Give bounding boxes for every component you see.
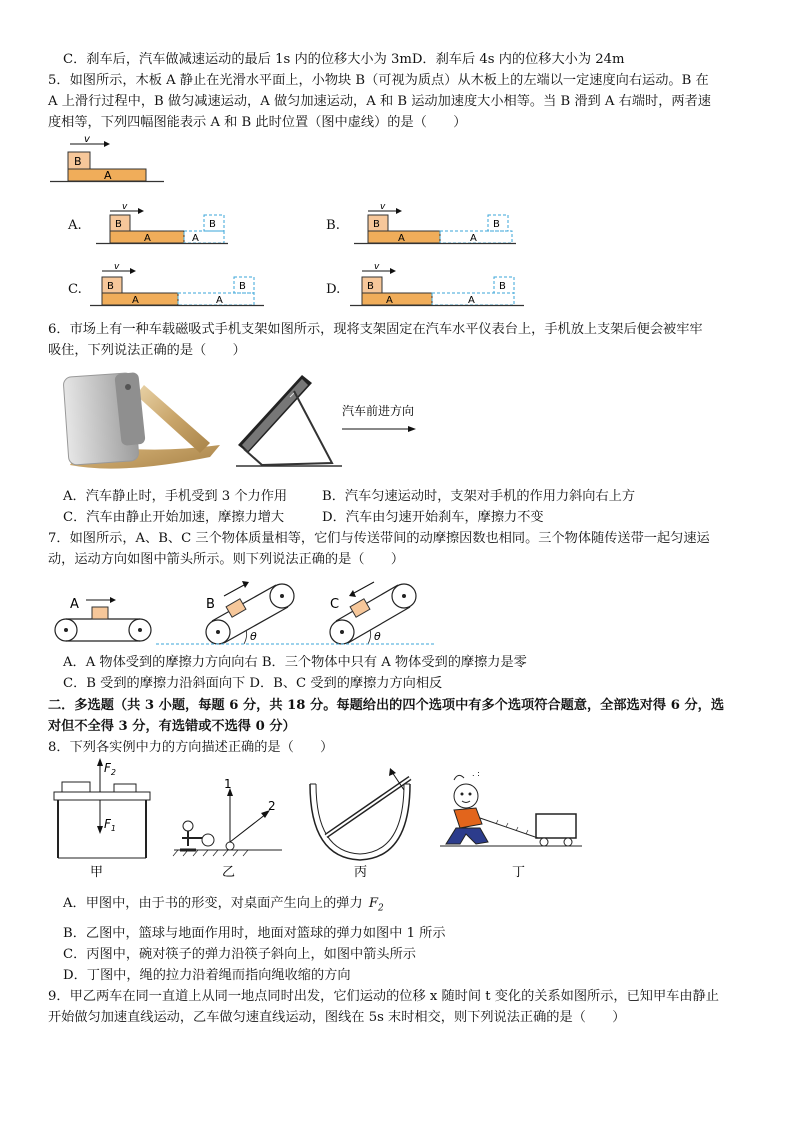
phone-body bbox=[238, 375, 312, 453]
label-c: C bbox=[330, 597, 340, 612]
q5-option-c-figure bbox=[88, 263, 268, 309]
a-dash-label: A bbox=[468, 295, 475, 306]
b-label: B bbox=[367, 281, 374, 292]
theta-c: θ bbox=[374, 630, 381, 643]
a-label: A bbox=[132, 295, 139, 306]
q8-figure-yi bbox=[168, 758, 288, 878]
q7-conveyor-figure bbox=[46, 578, 446, 658]
b-label: B bbox=[107, 281, 114, 292]
q6-stem-line1: 6．市场上有一种车载磁吸式手机支架如图所示，现将支架固定在汽车水平仪表台上，手机放上支架后便会被牢牢 bbox=[48, 322, 703, 337]
block-b-label: B bbox=[74, 155, 82, 168]
belt-a bbox=[55, 597, 151, 641]
q7-option-cd: C．B 受到的摩擦力沿斜面向下 D．B、C 受到的摩擦力方向相反 bbox=[63, 676, 443, 691]
belt-c bbox=[330, 582, 416, 644]
q9-stem-line1: 9．甲乙两车在同一直道上从同一地点同时出发，它们运动的位移 x 随时间 t 变化的关系如图所示，已知甲车由静止 bbox=[48, 989, 719, 1004]
q8-option-a-text: A．甲图中，由于书的形变，对桌面产生向上的弹力 bbox=[63, 896, 363, 911]
q6-stem-line2: 吸住，下列说法正确的是（ ） bbox=[48, 343, 246, 358]
q7-stem-line2: 动，运动方向如图中箭头所示。则下列说法正确的是（ ） bbox=[48, 552, 405, 567]
v-label: v bbox=[114, 263, 120, 272]
q8-option-d: D．丁图中，绳的拉力沿着绳而指向绳收缩的方向 bbox=[63, 968, 351, 983]
q5-stem-line2: A 上滑行过程中，B 做匀减速运动，A 做匀加速运动，A 和 B 运动加速度大小相等。当 B 滑到 A 右端时，两者速 bbox=[48, 94, 711, 109]
a-dash-label: A bbox=[470, 233, 477, 244]
a-label: A bbox=[144, 233, 151, 244]
b-dash-label: B bbox=[493, 219, 500, 230]
label-a: A bbox=[70, 597, 79, 612]
q8-figure-ding bbox=[436, 758, 586, 878]
q8-option-c: C．丙图中，碗对筷子的弹力沿筷子斜向上，如图中箭头所示 bbox=[63, 947, 416, 962]
q5-stem-line3: 度相等，下列四幅图能表示 A 和 B 此时位置（图中虚线）的是（ ） bbox=[48, 115, 467, 130]
velocity-label: v bbox=[84, 134, 90, 145]
q5-stem-line1: 5．如图所示，木板 A 静止在光滑水平面上，小物块 B（可视为质点）从木板上的左端以一定速度向右运动。B 在 bbox=[48, 73, 709, 88]
v-label: v bbox=[374, 263, 380, 272]
v-label: v bbox=[380, 203, 386, 212]
a-label: A bbox=[386, 295, 393, 306]
q5-option-a-figure bbox=[92, 203, 232, 249]
q8-option-a bbox=[63, 895, 384, 918]
q8-figure-bing bbox=[300, 758, 420, 878]
a-dash-label: A bbox=[216, 295, 223, 306]
q4-option-cd: C．刹车后，汽车做减速运动的最后 1s 内的位移大小为 3mD．刹车后 4s 内的位移大小为 24m bbox=[63, 52, 625, 67]
a-dash-label: A bbox=[192, 233, 199, 244]
v-label: v bbox=[122, 203, 128, 212]
q8-option-b: B．乙图中，篮球与地面作用时，地面对篮球的弹力如图中 1 所示 bbox=[63, 926, 446, 941]
b-label: B bbox=[373, 219, 380, 230]
f2-inline: $F_2$ bbox=[368, 896, 384, 914]
arrow-2-label: 2 bbox=[268, 799, 276, 813]
q7-option-ab: A．A 物体受到的摩擦力方向向右 B．三个物体中只有 A 物体受到的摩擦力是零 bbox=[63, 655, 527, 670]
q5-main-figure bbox=[46, 133, 166, 183]
f2-label: $F_2$ bbox=[104, 761, 116, 777]
q6-option-a: A．汽车静止时，手机受到 3 个力作用 bbox=[63, 489, 288, 504]
car-direction-label: 汽车前进方向 bbox=[342, 404, 415, 418]
q5-option-a-label: A. bbox=[68, 218, 82, 233]
section-2-heading-line2: 对但不全得 3 分，有选错或不选得 0 分） bbox=[48, 719, 296, 734]
q6-option-c: C．汽车由静止开始加速，摩擦力增大 bbox=[63, 510, 285, 525]
ding-label: 丁 bbox=[512, 865, 526, 878]
q6-option-b: B．汽车匀速运动时，支架对手机的作用力斜向右上方 bbox=[322, 489, 636, 504]
q5-option-c-label: C. bbox=[68, 282, 82, 297]
q8-figure-jia bbox=[50, 758, 160, 878]
q7-stem-line1: 7．如图所示，A、B、C 三个物体质量相等，它们与传送带间的动摩擦因数也相同。三个物体随传送带一起匀速运 bbox=[48, 531, 710, 546]
b-dash-label: B bbox=[209, 219, 216, 230]
f1-label: $F_1$ bbox=[104, 817, 116, 833]
q9-stem-line2: 开始做匀加速直线运动，乙车做匀速直线运动，图线在 5s 末时相交，则下列说法正确的是（ ） bbox=[48, 1010, 626, 1025]
b-dash-label: B bbox=[499, 281, 506, 292]
phone-holder-diagram bbox=[232, 365, 462, 475]
belt-b bbox=[206, 581, 294, 644]
bing-label: 丙 bbox=[354, 865, 368, 878]
q5-option-d-figure bbox=[348, 263, 528, 309]
q5-option-b-figure bbox=[350, 203, 520, 249]
phone-holder-photo bbox=[60, 365, 230, 475]
board-a-label: A bbox=[104, 169, 112, 182]
q6-option-d: D．汽车由匀速开始刹车，摩擦力不变 bbox=[322, 510, 544, 525]
theta-b: θ bbox=[250, 630, 257, 643]
jia-label: 甲 bbox=[90, 865, 104, 878]
b-dash-label: B bbox=[239, 281, 246, 292]
velocity-arrow bbox=[70, 141, 110, 147]
yi-label: 乙 bbox=[222, 865, 236, 878]
car-direction-arrow bbox=[342, 426, 416, 432]
sweat-dots: . : bbox=[472, 769, 480, 778]
q5-option-d-label: D. bbox=[326, 282, 341, 297]
b-label: B bbox=[115, 219, 122, 230]
q5-option-b-label: B. bbox=[326, 218, 340, 233]
section-2-heading-line1: 二．多选题（共 3 小题，每题 6 分，共 18 分。每题给出的四个选项中有多个选项符合题意，全部选对得 6 分，选 bbox=[48, 698, 725, 713]
arrow-1-label: 1 bbox=[224, 777, 232, 791]
q8-stem: 8．下列各实例中力的方向描述正确的是（ ） bbox=[48, 740, 334, 755]
label-b: B bbox=[206, 597, 215, 612]
a-label: A bbox=[398, 233, 405, 244]
